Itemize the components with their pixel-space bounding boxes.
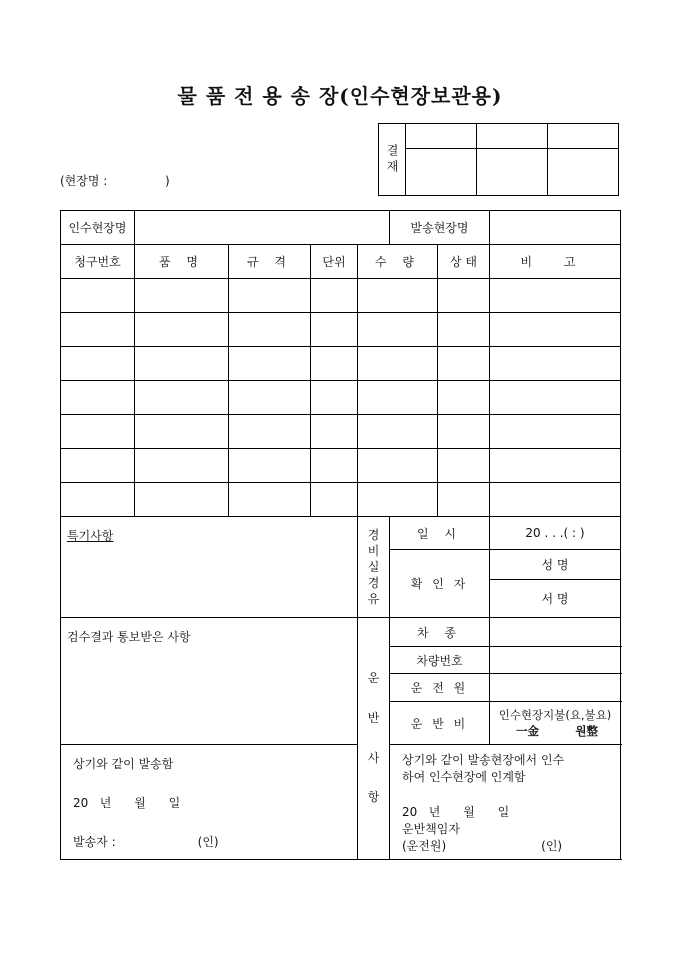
col-unit: 단위 xyxy=(311,245,358,279)
table-row xyxy=(61,347,621,381)
document-title: 물 품 전 용 송 장(인수현장보관용) xyxy=(177,84,503,108)
table-row xyxy=(61,415,621,449)
approval-box xyxy=(378,123,619,196)
special-notes[interactable]: 특기사항 xyxy=(61,517,358,618)
datetime-value[interactable]: 20 . . .( : ) xyxy=(490,517,621,550)
waybill-table xyxy=(60,210,621,860)
col-item-name: 품 명 xyxy=(135,245,229,279)
table-row xyxy=(61,279,621,313)
transport-cost-value[interactable]: 인수현장지불(요,불요) 一金 원整 xyxy=(490,702,621,745)
transport-cost-label: 운 반 비 xyxy=(390,702,490,745)
expense-label: 경 비 실 경 유 xyxy=(358,517,390,618)
datetime-label: 일 시 xyxy=(390,517,490,550)
vehicle-type-value[interactable] xyxy=(490,618,621,647)
vehicle-type-label: 차 종 xyxy=(390,618,490,647)
site-name-label: (현장명 : xyxy=(60,174,108,188)
receiver-block[interactable]: 상기와 같이 발송현장에서 인수 하여 인수현장에 인계함 20 년 월 일 운반책임자 (운전원) (인) xyxy=(390,745,621,860)
sender-block[interactable]: 상기와 같이 발송함 20 년 월 일 발송자 : (인) xyxy=(61,745,358,860)
table-row xyxy=(61,381,621,415)
approval-label: 결재 xyxy=(379,124,406,195)
vehicle-number-value[interactable] xyxy=(490,647,621,674)
signature-label: 서 명 xyxy=(490,580,621,618)
inspection-notes[interactable]: 검수결과 통보받은 사항 xyxy=(61,618,358,745)
table-row xyxy=(61,313,621,347)
col-quantity: 수 량 xyxy=(358,245,438,279)
confirmer-label: 확 인 자 xyxy=(390,550,490,618)
driver-label: 운 전 원 xyxy=(390,674,490,702)
site-name-field xyxy=(60,172,170,189)
receiving-site-label: 인수현장명 xyxy=(61,211,135,245)
table-row xyxy=(61,449,621,483)
receiving-site-value[interactable] xyxy=(135,211,390,245)
col-spec: 규 격 xyxy=(229,245,311,279)
name-label: 성 명 xyxy=(490,550,621,580)
sending-site-value[interactable] xyxy=(490,211,621,245)
col-status: 상 태 xyxy=(438,245,490,279)
site-name-close: ) xyxy=(164,174,170,188)
driver-value[interactable] xyxy=(490,674,621,702)
col-remarks: 비 고 xyxy=(490,245,621,279)
sending-site-label: 발송현장명 xyxy=(390,211,490,245)
vehicle-number-label: 차량번호 xyxy=(390,647,490,674)
col-request-no: 청구번호 xyxy=(61,245,135,279)
transport-label: 운 반 사 항 xyxy=(358,618,390,860)
table-row xyxy=(61,483,621,517)
